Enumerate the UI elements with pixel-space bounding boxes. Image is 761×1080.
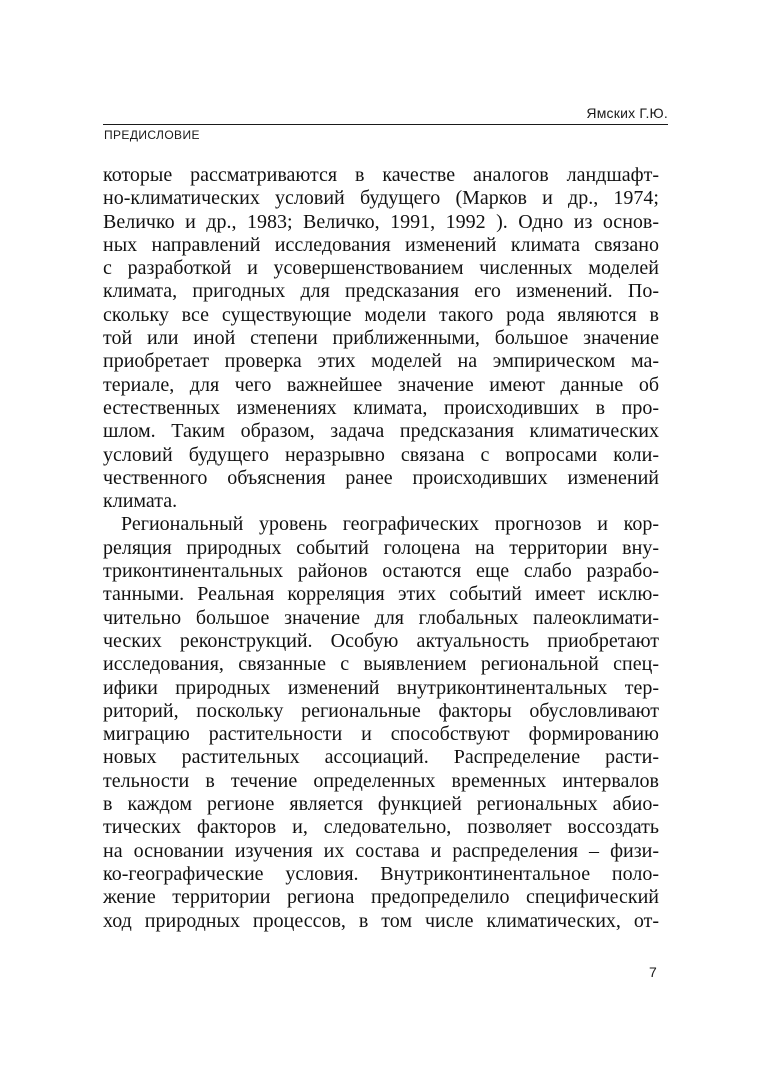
text-line: миграцию растительности и способствуют формированию bbox=[103, 723, 659, 746]
running-header-author: Ямских Г.Ю. bbox=[586, 105, 668, 121]
text-line: новых растительных ассоциаций. Распределение расти- bbox=[103, 746, 659, 769]
text-line: шлом. Таким образом, задача предсказания климатических bbox=[103, 420, 659, 443]
text-line: климата, пригодных для предсказания его изменений. По- bbox=[103, 280, 659, 303]
paragraph-start-line: Региональный уровень географических прогнозов и кор- bbox=[121, 513, 659, 536]
text-line: чественного объяснения ранее происходивших изменений bbox=[103, 466, 659, 489]
text-line: танными. Реальная корреляция этих событий имеет исклю- bbox=[103, 583, 659, 606]
text-line: жение территории региона предопределило специфический bbox=[103, 886, 659, 909]
text-line: тических факторов и, следовательно, позволяет воссоздать bbox=[103, 816, 659, 839]
text-line: ифики природных изменений внутриконтинентальных тер- bbox=[103, 676, 659, 699]
text-line: в каждом регионе является функцией региональных абио- bbox=[103, 793, 659, 816]
running-header-section: ПРЕДИСЛОВИЕ bbox=[104, 128, 200, 142]
page-number: 7 bbox=[649, 964, 657, 980]
text-line: исследования, связанные с выявлением региональной спец- bbox=[103, 653, 659, 676]
text-line: Величко и др., 1983; Величко, 1991, 1992 ). Одно из основ- bbox=[103, 210, 659, 233]
text-line: скольку все существующие модели такого рода являются в bbox=[103, 303, 659, 326]
text-line: естественных изменениях климата, происходивших в про- bbox=[103, 396, 659, 419]
text-line: но-климатических условий будущего (Марков и др., 1974; bbox=[103, 187, 659, 210]
text-line: ных направлений исследования изменений климата связано bbox=[103, 233, 659, 256]
text-line: риторий, поскольку региональные факторы обусловливают bbox=[103, 699, 659, 722]
header-rule bbox=[103, 124, 668, 125]
text-line: климата. bbox=[103, 490, 178, 513]
text-line: тельности в течение определенных временных интервалов bbox=[103, 769, 659, 792]
body-text bbox=[103, 164, 659, 933]
text-line: ко-географические условия. Внутриконтинентальное поло- bbox=[103, 862, 659, 885]
text-line: с разработкой и усовершенствованием численных моделей bbox=[103, 257, 659, 280]
text-line: которые рассматриваются в качестве аналогов ландшафт- bbox=[103, 164, 659, 186]
text-line: ход природных процессов, в том числе климатических, от- bbox=[103, 909, 659, 932]
text-line: на основании изучения их состава и распределения – физи- bbox=[103, 839, 659, 862]
text-line: триконтинентальных районов остаются еще слабо разрабо- bbox=[103, 560, 659, 583]
text-line: той или иной степени приближенными, большое значение bbox=[103, 327, 659, 350]
text-line: чительно большое значение для глобальных палеоклимати- bbox=[103, 606, 659, 629]
text-line: условий будущего неразрывно связана с вопросами коли- bbox=[103, 443, 659, 466]
text-line: реляция природных событий голоцена на территории вну- bbox=[103, 536, 659, 559]
text-line: териале, для чего важнейшее значение имеют данные об bbox=[103, 373, 659, 396]
text-line: ческих реконструкций. Особую актуальность приобретают bbox=[103, 629, 659, 652]
text-line: приобретает проверка этих моделей на эмпирическом ма- bbox=[103, 350, 659, 373]
